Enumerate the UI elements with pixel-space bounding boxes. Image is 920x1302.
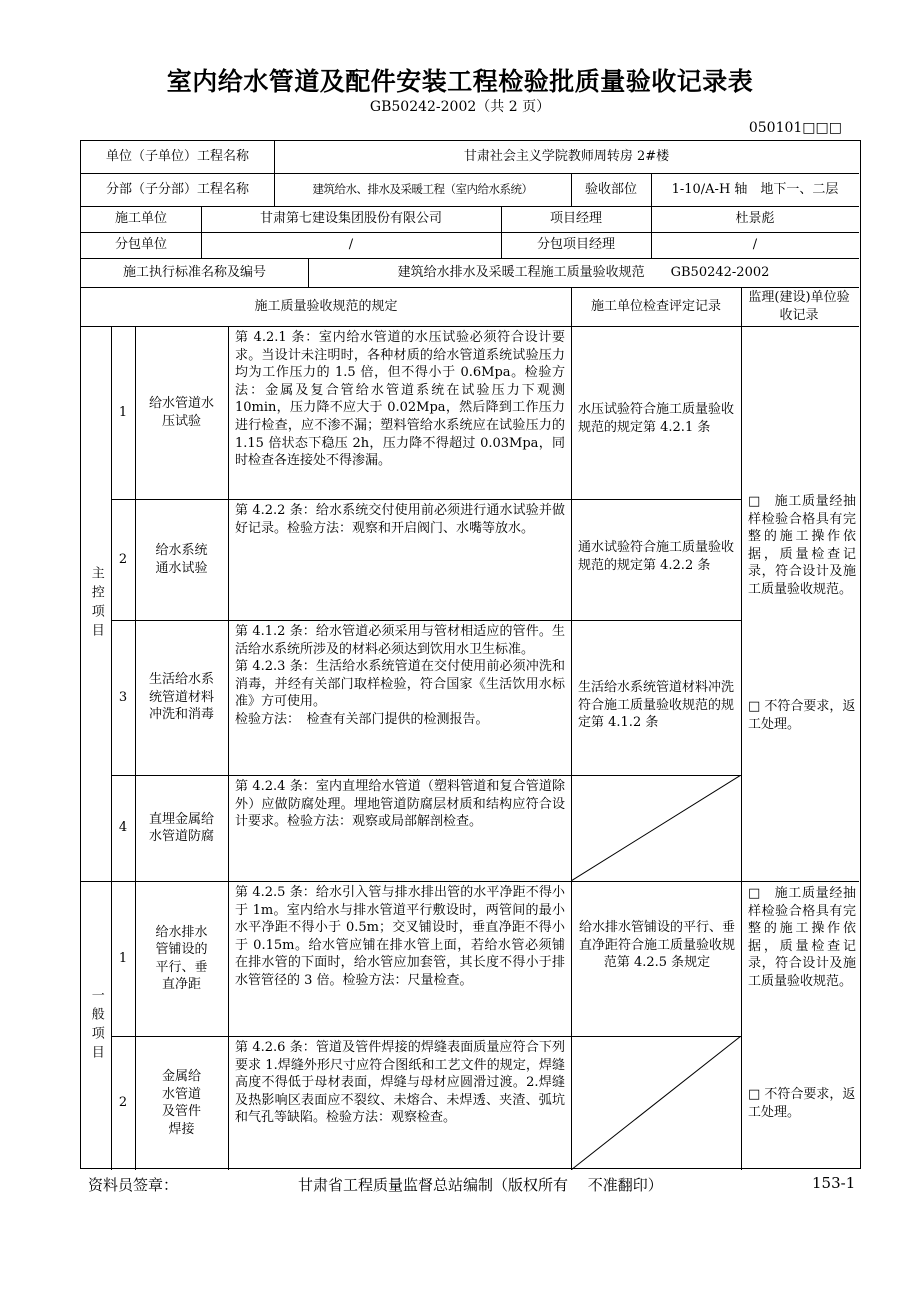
item-spec: 第 4.2.6 条：管道及管件焊接的焊缝表面质量应符合下列要求 1.焊缝外形尺寸应符合图纸和工艺文件的规定，焊缝高度不得低于母材表面，焊缝与母材应圆滑过渡。2.焊缝及热影响区表面应不裂纹、未熔合、未焊透、夹渣、弧坑和气孔等缺陷。检验方法：观察检查。 [235,1040,565,1126]
supervision-pass-checkbox[interactable]: □ 施工质量经抽样检验合格具有完整的施工操作依据，质量检查记录，符合设计及施工质量验收规范。 [748,886,856,989]
col-header-supervision: 监理(建设)单位验收记录 [748,290,850,323]
construction-unit-value: 甘肃第七建设集团股份有限公司 [259,211,442,227]
item-number: 1 [118,404,128,420]
publisher-note: 甘肃省工程质量监督总站编制（版权所有 不准翻印） [298,1176,663,1194]
form-code: 050101□□□ [748,120,842,136]
item-spec [235,623,565,729]
supervision-fail-checkbox[interactable]: □ 不符合要求，返工处理。 [748,699,856,732]
item-record: 通水试验符合施工质量验收规范的规定第 4.2.2 条 [578,540,735,573]
sub-pm-value: / [752,237,758,253]
acceptance-part-value: 1-10/A-H 轴 地下一、二层 [671,181,839,197]
item-number: 1 [118,950,128,966]
acceptance-part-label: 验收部位 [584,181,637,197]
item-record: 生活给水系统管道材料冲洗符合施工质量验收规范的规定第 4.1.2 条 [578,680,735,730]
item-number: 2 [118,551,128,567]
item-name: 给水管道水压试验 [148,396,214,429]
spec-line: 检验方法： 检查有关部门提供的检测报告。 [235,711,489,727]
empty-record-diagonal [571,775,741,881]
sub-project-value: 建筑给水、排水及采暖工程（室内给水系统） [312,181,533,196]
sub-project-label: 分部（子分部）工程名称 [105,181,249,197]
subcontractor-label: 分包单位 [114,237,167,253]
empty-record-diagonal [571,1036,741,1170]
supervision-pass-checkbox[interactable]: □ 施工质量经抽样检验合格具有完整的施工操作依据，质量检查记录，符合设计及施工质量验收规范。 [748,494,856,597]
unit-project-label: 单位（子单位）工程名称 [105,149,249,165]
project-manager-label: 项目经理 [549,211,602,227]
item-spec: 第 4.2.4 条：室内直埋给水管道（塑料管道和复合管道除外）应做防腐处理。埋地管道防腐层材质和结构应符合设计要求。检验方法：观察或局部解剖检查。 [235,779,565,830]
main-control-label: 主控项目 [88,565,104,642]
item-spec: 第 4.2.1 条：室内给水管道的水压试验必须符合设计要求。当设计未注明时，各种材质的给水管道系统试验压力均为工作压力的 1.5 倍，但不得小于 0.6Mpa。检验方法：金属及复合管给水管道系统在试验压力下观测 10min，压力降不应大于 0.02Mpa，然后降到工作压力进行检查，应不渗不漏；塑料管给水系统应在试验压力的 1.15 倍状态下稳压 2h，压力降不得超过 0.03Mpa，同时检查各连接处不得渗漏。 [235,330,565,469]
subcontractor-value: / [348,237,354,253]
item-name: 给水排水管铺设的平行、垂直净距 [155,924,208,992]
col-header-check: 施工单位检查评定记录 [590,298,721,314]
clerk-signature-label: 资料员签章： [88,1176,179,1194]
unit-project-value: 甘肃社会主义学院教师周转房 2#楼 [463,149,670,165]
item-spec: 第 4.2.5 条：给水引入管与排水排出管的水平净距不得小于 1m。室内给水与排水管道平行敷设时，两管间的最小水平净距不得小于 0.5m；交叉铺设时，垂直净距不得小于 0.15m。给水管应铺在排水管上面，若给水管必须铺在排水管的下面时，给水管应加套管，其长度不得小于排水管管径的 3 倍。检验方法：尺量检查。 [235,885,565,988]
spec-line: 第 4.1.2 条：给水管道必须采用与管材相适应的管件。生活给水系统所涉及的材料必须达到饮用水卫生标准。 [235,624,565,657]
spec-line: 第 4.2.3 条：生活给水系统管道在交付使用前必须冲洗和消毒，并经有关部门取样检验，符合国家《生活饮用水标准》方可使用。 [235,659,565,710]
project-manager-value: 杜景彪 [735,211,775,227]
item-number: 3 [118,689,128,705]
form-table [80,140,861,1169]
standard-value: 建筑给水排水及采暖工程施工质量验收规范 GB50242-2002 [397,264,770,280]
col-header-spec: 施工质量验收规范的规定 [254,298,398,314]
item-name: 生活给水系统管道材料冲洗和消毒 [148,672,214,723]
standard-label: 施工执行标准名称及编号 [122,264,266,280]
item-number: 2 [118,1095,128,1111]
item-name: 金属给水管道及管件焊接 [161,1069,201,1137]
supervision-fail-checkbox[interactable]: □ 不符合要求，返工处理。 [748,1087,856,1120]
page-number: 153-1 [812,1174,856,1192]
standard-subtitle: GB50242-2002（共 2 页） [369,99,551,115]
item-record: 水压试验符合施工质量验收规范的规定第 4.2.1 条 [578,402,735,435]
page-title: 室内给水管道及配件安装工程检验批质量验收记录表 [166,67,754,96]
item-record: 给水排水管铺设的平行、垂直净距符合施工质量验收规范第 4.2.5 条规定 [578,920,735,970]
construction-unit-label: 施工单位 [114,211,167,227]
item-name: 给水系统通水试验 [155,543,208,576]
item-number: 4 [118,820,128,836]
item-name: 直埋金属给水管道防腐 [148,811,214,844]
general-items-label: 一般项目 [88,987,104,1064]
sub-pm-label: 分包项目经理 [536,237,615,253]
item-spec: 第 4.2.2 条：给水系统交付使用前必须进行通水试验并做好记录。检验方法：观察和开启阀门、水嘴等放水。 [235,503,565,536]
